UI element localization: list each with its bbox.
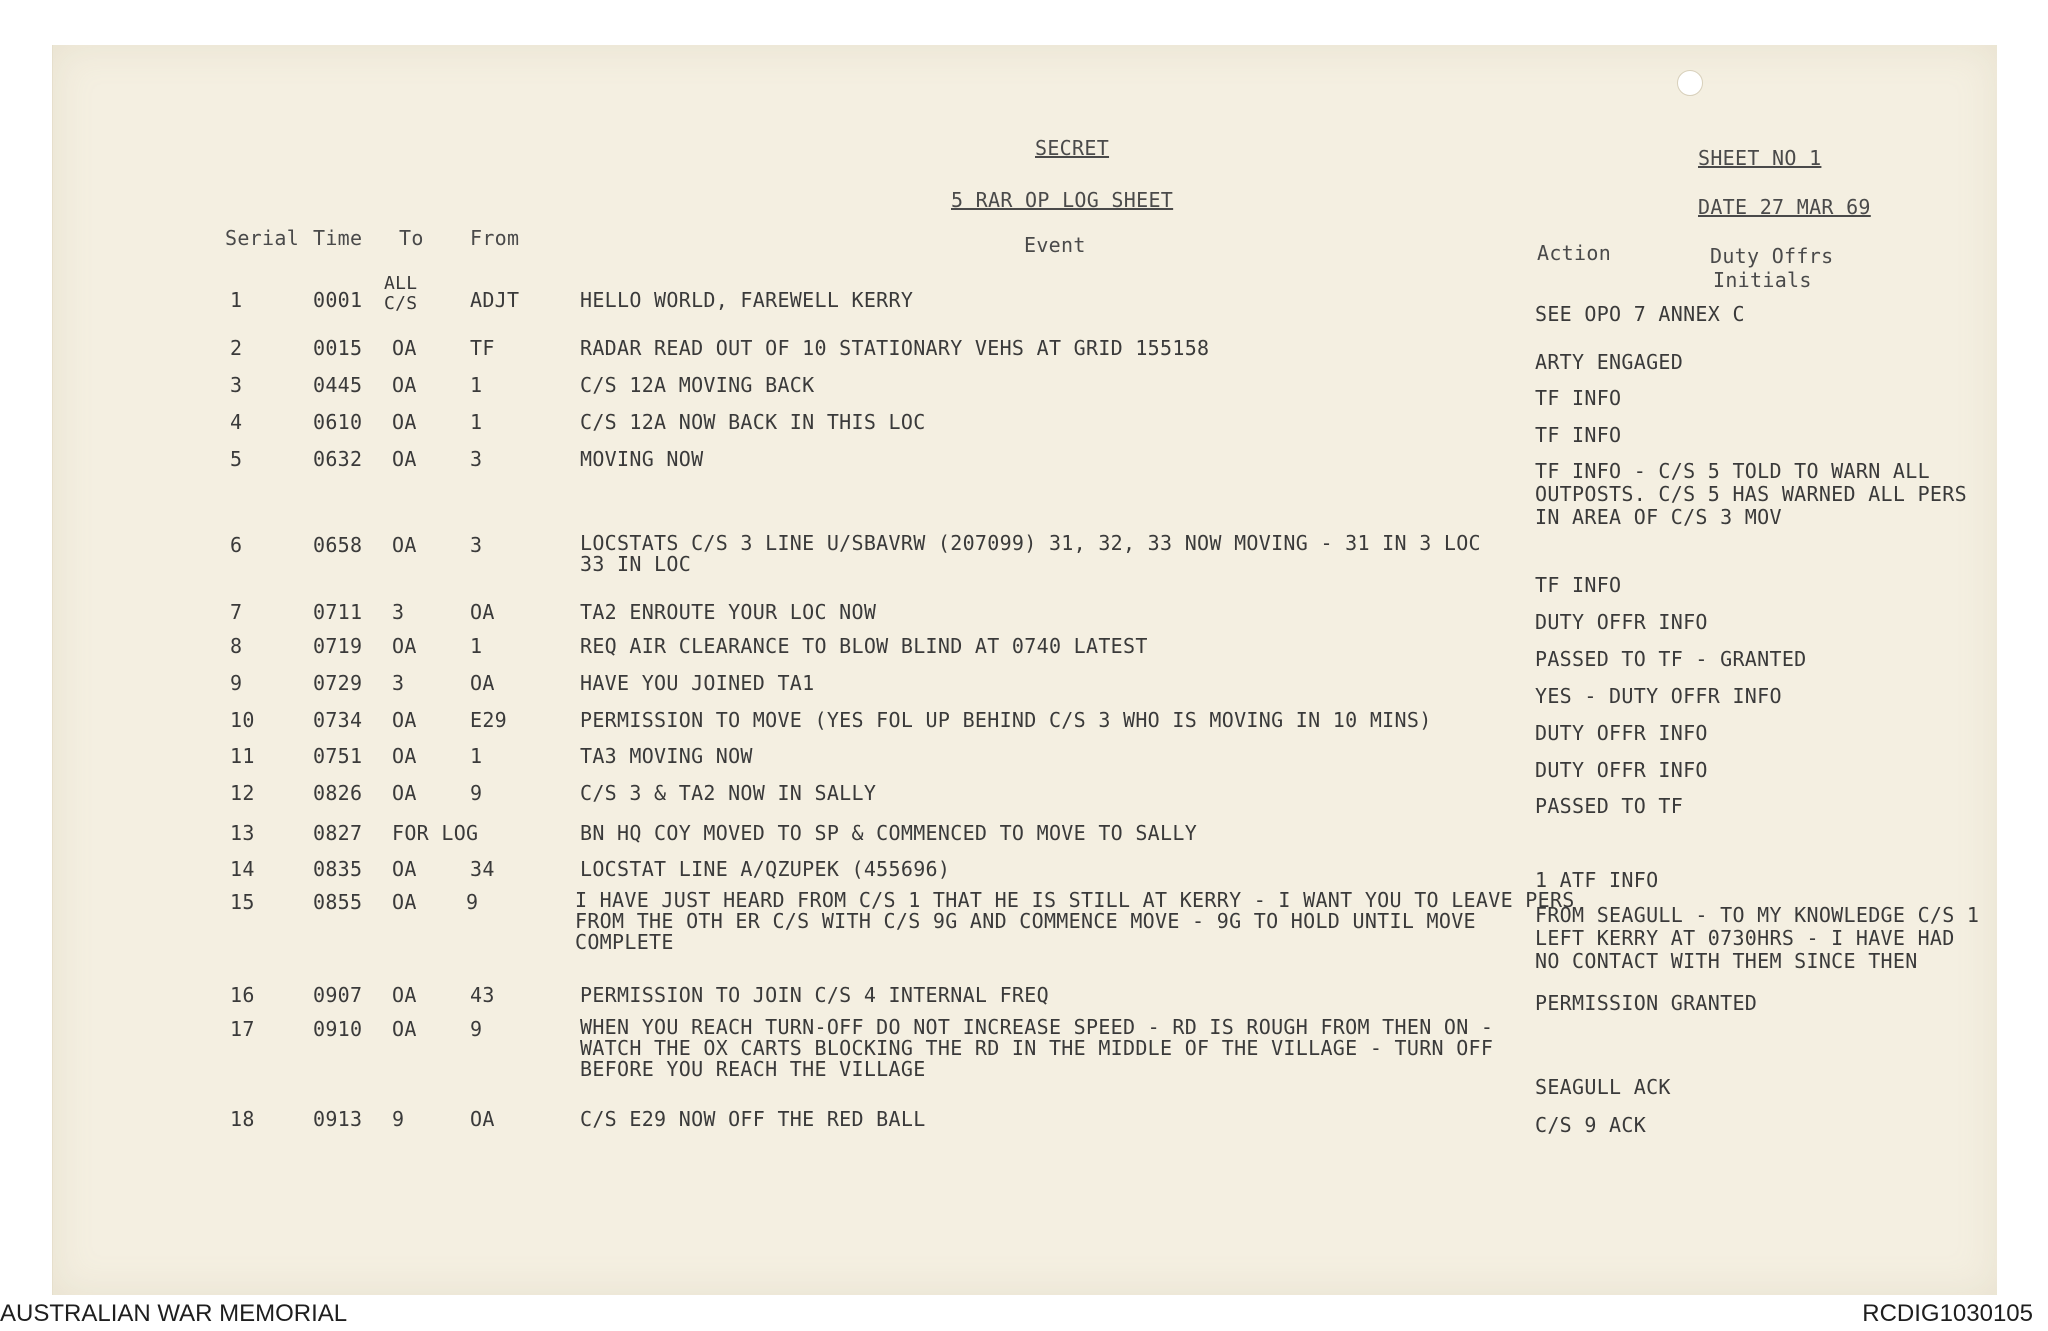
row-7-time: 0711 [313, 600, 363, 624]
row-18-to: 9 [392, 1107, 405, 1131]
row-11-time: 0751 [313, 744, 363, 768]
row-16-to: OA [392, 983, 417, 1007]
col-header-duty-offrs: Duty Offrs [1710, 244, 1834, 268]
row-4-from: 1 [470, 410, 483, 434]
row-8-from: 1 [470, 634, 483, 658]
action-entry: SEAGULL ACK [1535, 1075, 1671, 1099]
row-11-serial: 11 [230, 744, 255, 768]
row-8-to: OA [392, 634, 417, 658]
row-15-serial: 15 [230, 890, 255, 914]
row-16-serial: 16 [230, 983, 255, 1007]
row-8-serial: 8 [230, 634, 243, 658]
row-9-serial: 9 [230, 671, 243, 695]
col-header-initials: Initials [1713, 268, 1812, 292]
action-entry: DUTY OFFR INFO [1535, 758, 1708, 782]
row-10-time: 0734 [313, 708, 363, 732]
row-13-serial: 13 [230, 821, 255, 845]
row-2-event: RADAR READ OUT OF 10 STATIONARY VEHS AT GRID 155158 [580, 336, 1210, 360]
action-entry: DUTY OFFR INFO [1535, 610, 1708, 634]
row-18-serial: 18 [230, 1107, 255, 1131]
footer-archive-label: AUSTRALIAN WAR MEMORIAL [0, 1300, 348, 1327]
row-17-to: OA [392, 1017, 417, 1041]
row-18-event: C/S E29 NOW OFF THE RED BALL [580, 1107, 926, 1131]
row-9-from: OA [470, 671, 495, 695]
row-1-event: HELLO WORLD, FAREWELL KERRY [580, 288, 914, 312]
row-2-to: OA [392, 336, 417, 360]
row-10-serial: 10 [230, 708, 255, 732]
col-header-time: Time [313, 226, 363, 250]
row-1-to: ALL C/S [384, 273, 418, 314]
row-10-event: PERMISSION TO MOVE (YES FOL UP BEHIND C/S 3 WHO IS MOVING IN 10 MINS) [580, 708, 1432, 732]
action-entry: YES - DUTY OFFR INFO [1535, 684, 1782, 708]
row-7-from: OA [470, 600, 495, 624]
footer-catalog-id: RCDIG1030105 [1862, 1300, 2033, 1327]
row-18-from: OA [470, 1107, 495, 1131]
row-5-event: MOVING NOW [580, 447, 704, 471]
row-6-serial: 6 [230, 533, 243, 557]
action-entry: TF INFO [1535, 423, 1622, 447]
row-12-serial: 12 [230, 781, 255, 805]
col-header-event: Event [1024, 233, 1086, 257]
row-17-from: 9 [470, 1017, 483, 1041]
row-4-to: OA [392, 410, 417, 434]
row-5-time: 0632 [313, 447, 363, 471]
row-15-time: 0855 [313, 890, 363, 914]
row-14-from: 34 [470, 857, 495, 881]
row-1-serial: 1 [230, 288, 243, 312]
col-header-serial: Serial [225, 226, 300, 250]
row-4-event: C/S 12A NOW BACK IN THIS LOC [580, 410, 926, 434]
action-entry: SEE OPO 7 ANNEX C [1535, 302, 1745, 326]
row-2-serial: 2 [230, 336, 243, 360]
row-16-time: 0907 [313, 983, 363, 1007]
row-9-time: 0729 [313, 671, 363, 695]
row-5-to: OA [392, 447, 417, 471]
col-header-to: To [399, 226, 424, 250]
action-entry: PASSED TO TF [1535, 794, 1684, 818]
punch-hole [1677, 70, 1703, 96]
row-12-event: C/S 3 & TA2 NOW IN SALLY [580, 781, 877, 805]
row-16-from: 43 [470, 983, 495, 1007]
action-entry: C/S 9 ACK [1535, 1113, 1647, 1137]
action-entry: ARTY ENGAGED [1535, 350, 1684, 374]
row-7-event: TA2 ENROUTE YOUR LOC NOW [580, 600, 877, 624]
action-entry: TF INFO [1535, 386, 1622, 410]
row-3-event: C/S 12A MOVING BACK [580, 373, 815, 397]
row-7-to: 3 [392, 600, 405, 624]
row-12-from: 9 [470, 781, 483, 805]
action-entry: TF INFO [1535, 573, 1622, 597]
row-14-event: LOCSTAT LINE A/QZUPEK (455696) [580, 857, 951, 881]
row-6-from: 3 [470, 533, 483, 557]
row-5-from: 3 [470, 447, 483, 471]
row-13-to: FOR LOG [392, 821, 479, 845]
row-3-time: 0445 [313, 373, 363, 397]
row-3-serial: 3 [230, 373, 243, 397]
col-header-action: Action [1537, 241, 1612, 265]
sheet-title: 5 RAR OP LOG SHEET [951, 188, 1174, 212]
row-9-event: HAVE YOU JOINED TA1 [580, 671, 815, 695]
row-14-to: OA [392, 857, 417, 881]
row-15-from: 9 [466, 890, 479, 914]
sheet-number: SHEET NO 1 [1698, 146, 1822, 170]
action-entry: TF INFO - C/S 5 TOLD TO WARN ALL OUTPOSTS. C/S 5 HAS WARNED ALL PERS IN AREA OF C/S 3 MOV [1535, 459, 1967, 529]
row-9-to: 3 [392, 671, 405, 695]
row-17-time: 0910 [313, 1017, 363, 1041]
row-8-event: REQ AIR CLEARANCE TO BLOW BLIND AT 0740 LATEST [580, 634, 1148, 658]
row-14-serial: 14 [230, 857, 255, 881]
row-4-time: 0610 [313, 410, 363, 434]
row-15-to: OA [392, 890, 417, 914]
sheet-date: DATE 27 MAR 69 [1698, 195, 1871, 219]
row-17-event: WHEN YOU REACH TURN-OFF DO NOT INCREASE SPEED - RD IS ROUGH FROM THEN ON - WATCH THE OX CARTS BLOCKING THE RD IN THE MIDDLE OF THE VILLAGE - TURN OFF BEFORE YOU REACH THE VILLAGE [580, 1015, 1494, 1081]
row-3-to: OA [392, 373, 417, 397]
row-8-time: 0719 [313, 634, 363, 658]
col-header-from: From [470, 226, 520, 250]
row-10-from: E29 [470, 708, 508, 732]
row-7-serial: 7 [230, 600, 243, 624]
row-5-serial: 5 [230, 447, 243, 471]
row-1-from: ADJT [470, 288, 520, 312]
row-11-to: OA [392, 744, 417, 768]
row-4-serial: 4 [230, 410, 243, 434]
row-13-time: 0827 [313, 821, 363, 845]
row-13-event: BN HQ COY MOVED TO SP & COMMENCED TO MOVE TO SALLY [580, 821, 1198, 845]
classification-label: SECRET [1035, 136, 1110, 160]
row-16-event: PERMISSION TO JOIN C/S 4 INTERNAL FREQ [580, 983, 1049, 1007]
row-15-event: I HAVE JUST HEARD FROM C/S 1 THAT HE IS STILL AT KERRY - I WANT YOU TO LEAVE PERS FROM THE OTH ER C/S WITH C/S 9G AND COMMENCE MOVE - 9G TO HOLD UNTIL MOVE COMPLETE [575, 888, 1575, 954]
row-3-from: 1 [470, 373, 483, 397]
row-6-time: 0658 [313, 533, 363, 557]
row-2-from: TF [470, 336, 495, 360]
row-12-time: 0826 [313, 781, 363, 805]
row-11-event: TA3 MOVING NOW [580, 744, 753, 768]
row-1-time: 0001 [313, 288, 363, 312]
action-entry: PERMISSION GRANTED [1535, 991, 1758, 1015]
row-14-time: 0835 [313, 857, 363, 881]
row-6-to: OA [392, 533, 417, 557]
row-12-to: OA [392, 781, 417, 805]
row-10-to: OA [392, 708, 417, 732]
action-entry: FROM SEAGULL - TO MY KNOWLEDGE C/S 1 LEFT KERRY AT 0730HRS - I HAVE HAD NO CONTACT WITH THEM SINCE THEN [1535, 903, 1980, 973]
row-6-event: LOCSTATS C/S 3 LINE U/SBAVRW (207099) 31, 32, 33 NOW MOVING - 31 IN 3 LOC 33 IN LOC [580, 531, 1481, 576]
row-17-serial: 17 [230, 1017, 255, 1041]
action-entry: DUTY OFFR INFO [1535, 721, 1708, 745]
row-2-time: 0015 [313, 336, 363, 360]
action-entry: PASSED TO TF - GRANTED [1535, 647, 1807, 671]
action-entry: 1 ATF INFO [1535, 868, 1659, 892]
row-18-time: 0913 [313, 1107, 363, 1131]
row-11-from: 1 [470, 744, 483, 768]
